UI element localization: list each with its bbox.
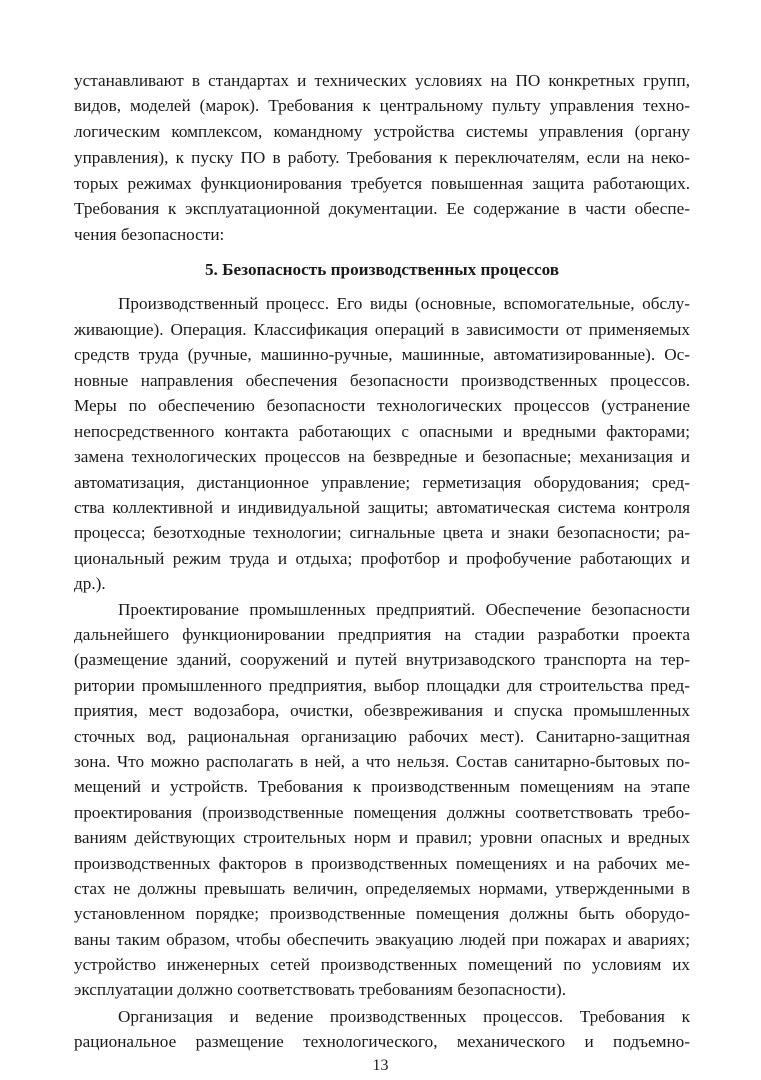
text-line: непосредственного контакта работающих с опасными и вредными факторами;	[74, 422, 690, 441]
text-line: Проектирование промышленных предприятий. Обеспечение безопасности	[118, 600, 690, 619]
text-line: Требования к эксплуатационной документации. Ее содержание в части обеспе-	[74, 199, 690, 218]
text-line: зона. Что можно располагать в ней, а что нельзя. Состав санитарно-бытовых по-	[74, 752, 690, 771]
text-line: ваны таким образом, чтобы обеспечить эвакуацию людей при пожарах и авариях;	[74, 930, 690, 949]
text-line: торых режимах функционирования требуется повышенная защита работающих.	[74, 174, 690, 193]
text-line: управления), к пуску ПО в работу. Требования к переключателям, если на неко-	[74, 148, 690, 167]
text-line: Организация и ведение производственных процессов. Требования к	[118, 1007, 690, 1026]
text-line: циональный режим труда и отдыха; профотбор и профобучение работающих и	[74, 549, 690, 568]
text-line: др.).	[74, 574, 106, 593]
text-line: сточных вод, рациональная организацию рабочих мест). Санитарно-защитная	[74, 727, 690, 746]
text-line: эксплуатации должно соответствовать требованиям безопасности).	[74, 980, 567, 999]
text-line: новные направления обеспечения безопасности производственных процессов.	[74, 371, 690, 390]
text-line: автоматизация, дистанционное управление; герметизация оборудования; сред-	[74, 473, 690, 492]
text-line: устанавливают в стандартах и технических условиях на ПО конкретных групп,	[74, 71, 690, 90]
text-line: производственных факторов в производственных помещениях и на рабочих ме-	[74, 854, 690, 873]
text-line: установленном порядке; производственные помещения должны быть оборудо-	[74, 904, 690, 923]
text-line: живающие). Операция. Классификация операций в зависимости от применяемых	[74, 320, 690, 339]
text-line: средств труда (ручные, машинно-ручные, машинные, автоматизированные). Ос-	[74, 345, 690, 364]
text-line: чения безопасности:	[74, 225, 225, 244]
text-line: ритории промышленного предприятия, выбор площадки для строительства пред-	[74, 676, 690, 695]
text-line: процесса; безотходные технологии; сигнальные цвета и знаки безопасности; ра-	[74, 523, 690, 542]
text-line: дальнейшего функционировании предприятия на стадии разработки проекта	[74, 625, 690, 644]
page-number: 13	[372, 1057, 389, 1074]
text-line: логическим комплексом, командному устройства системы управления (органу	[74, 122, 690, 141]
section-heading: 5. Безопасность производственных процессов	[204, 260, 560, 279]
text-line: ства коллективной и индивидуальной защиты; автоматическая система контроля	[74, 498, 690, 517]
text-line: устройство инженерных сетей производственных помещений по условиям их	[74, 955, 690, 974]
text-line: приятия, мест водозабора, очистки, обезвреживания и спуска промышленных	[74, 701, 690, 720]
text-line: Меры по обеспечению безопасности технологических процессов (устранение	[74, 396, 690, 415]
text-line: (размещение зданий, сооружений и путей внутризаводского транспорта на тер-	[74, 650, 690, 669]
text-line: рациональное размещение технологического, механического и подъемно-	[74, 1032, 690, 1051]
text-line: проектирования (производственные помещения должны соответствовать требо-	[74, 803, 690, 822]
text-line: видов, моделей (марок). Требования к центральному пульту управления техно-	[74, 96, 690, 115]
text-line: Производственный процесс. Его виды (основные, вспомогательные, обслу-	[118, 294, 690, 313]
text-line: ваниям действующих строительных норм и правил; уровни опасных и вредных	[74, 828, 690, 847]
text-line: мещений и устройств. Требования к производственным помещениям на этапе	[74, 777, 690, 796]
text-line: стах не должны превышать величин, определяемых нормами, утвержденными в	[74, 879, 690, 898]
text-line: замена технологических процессов на безвредные и безопасные; механизация и	[74, 447, 690, 466]
